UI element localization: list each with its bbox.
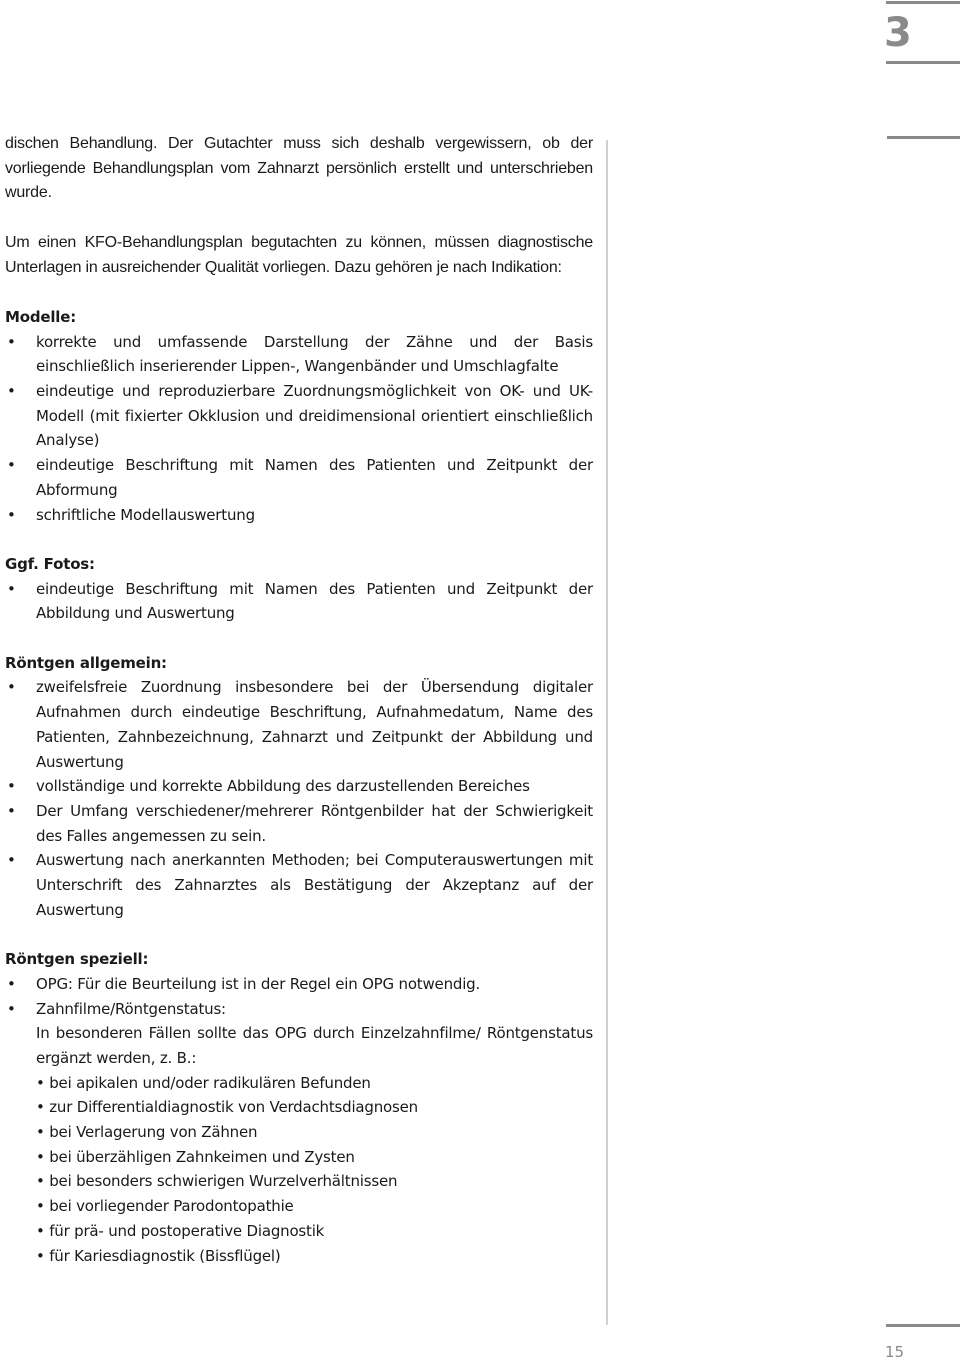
header-rule-bottom [887, 136, 960, 139]
section-heading-roentgen-speziell: Röntgen speziell: [5, 950, 149, 969]
footer-rule [886, 1324, 960, 1327]
list-item: • vollständige und korrekte Abbildung des darzustellenden Bereiches [5, 774, 593, 799]
list-item: • schriftliche Modellauswertung [5, 503, 593, 528]
chapter-number: 3 [884, 10, 912, 56]
body-text [5, 132, 593, 1293]
sub-list-item: • bei besonders schwierigen Wurzelverhältnissen [36, 1172, 398, 1191]
list-item: • Der Umfang verschiedener/mehrerer Röntgenbilder hat der Schwierigkeit des Falles angemessen zu sein. [5, 799, 593, 848]
page-number: 15 [885, 1343, 905, 1361]
section-heading-modelle: Modelle: [5, 307, 76, 326]
intro-paragraph: dischen Behandlung. Der Gutachter muss sich deshalb vergewissern, ob der vorliegende Behandlungsplan vom Zahnarzt persönlich erstellt und unterschrieben wurde. [5, 135, 593, 202]
section-heading-roentgen-allgemein: Röntgen allgemein: [5, 653, 167, 672]
sub-list-item: • bei Verlagerung von Zähnen [36, 1123, 258, 1142]
list-roentgen-speziell [5, 972, 593, 1268]
sub-list-item: • bei apikalen und/oder radikulären Befunden [36, 1073, 371, 1092]
sub-list-item: • zur Differentialdiagnostik von Verdachtsdiagnosen [36, 1098, 418, 1117]
sub-list-item: • bei vorliegender Parodontopathie [36, 1197, 294, 1216]
list-item: • OPG: Für die Beurteilung ist in der Regel ein OPG notwendig. [5, 972, 593, 997]
header-rule-middle [886, 61, 960, 64]
zahnfilme-text: In besonderen Fällen sollte das OPG durch Einzelzahnfilme/ Röntgenstatus ergänzt werden, z. B.: [36, 1024, 593, 1067]
list-item: • zweifelsfreie Zuordnung insbesondere bei der Übersendung digitaler Aufnahmen durch eindeutige Beschriftung, Aufnahmedatum, Name des Patienten, Zahnbezeichnung, Zahnarzt und Zeitpunkt der Abbildung und Auswertung [5, 675, 593, 774]
list-item: • korrekte und umfassende Darstellung der Zähne und der Basis einschließlich inserierender Lippen-, Wangenbänder und Umschlagfalte [5, 330, 593, 379]
list-item: • Auswertung nach anerkannten Methoden; bei Computerauswertungen mit Unterschrift des Zahnarztes als Bestätigung der Akzeptanz auf der Auswertung [5, 848, 593, 922]
list-modelle [5, 330, 593, 528]
list-item: • eindeutige und reproduzierbare Zuordnungsmöglichkeit von OK- und UK-Modell (mit fixierter Okklusion und dreidimensional orientiert einschließlich Analyse) [5, 379, 593, 453]
list-item-zahnfilme [5, 997, 593, 1269]
column-divider [606, 140, 608, 1325]
sub-list-item: • bei überzähligen Zahnkeimen und Zysten [36, 1147, 355, 1166]
section-heading-fotos: Ggf. Fotos: [5, 554, 95, 573]
zahnfilme-title: • Zahnfilme/Röntgenstatus: [36, 999, 226, 1018]
intro-paragraph: Um einen KFO-Behandlungsplan begutachten zu können, müssen diagnostische Unterlagen in ausreichender Qualität vorliegen. Dazu gehören je nach Indikation: [5, 233, 593, 276]
sub-list-item: • für prä- und postoperative Diagnostik [36, 1221, 325, 1240]
list-item: • eindeutige Beschriftung mit Namen des Patienten und Zeitpunkt der Abbildung und Auswertung [5, 577, 593, 626]
list-fotos [5, 577, 593, 626]
sub-list [36, 1071, 593, 1269]
sub-list-item: • für Kariesdiagnostik (Bissflügel) [36, 1246, 281, 1265]
list-item: • eindeutige Beschriftung mit Namen des Patienten und Zeitpunkt der Abformung [5, 453, 593, 502]
header-rule-top [886, 1, 960, 4]
list-roentgen-allgemein [5, 675, 593, 922]
